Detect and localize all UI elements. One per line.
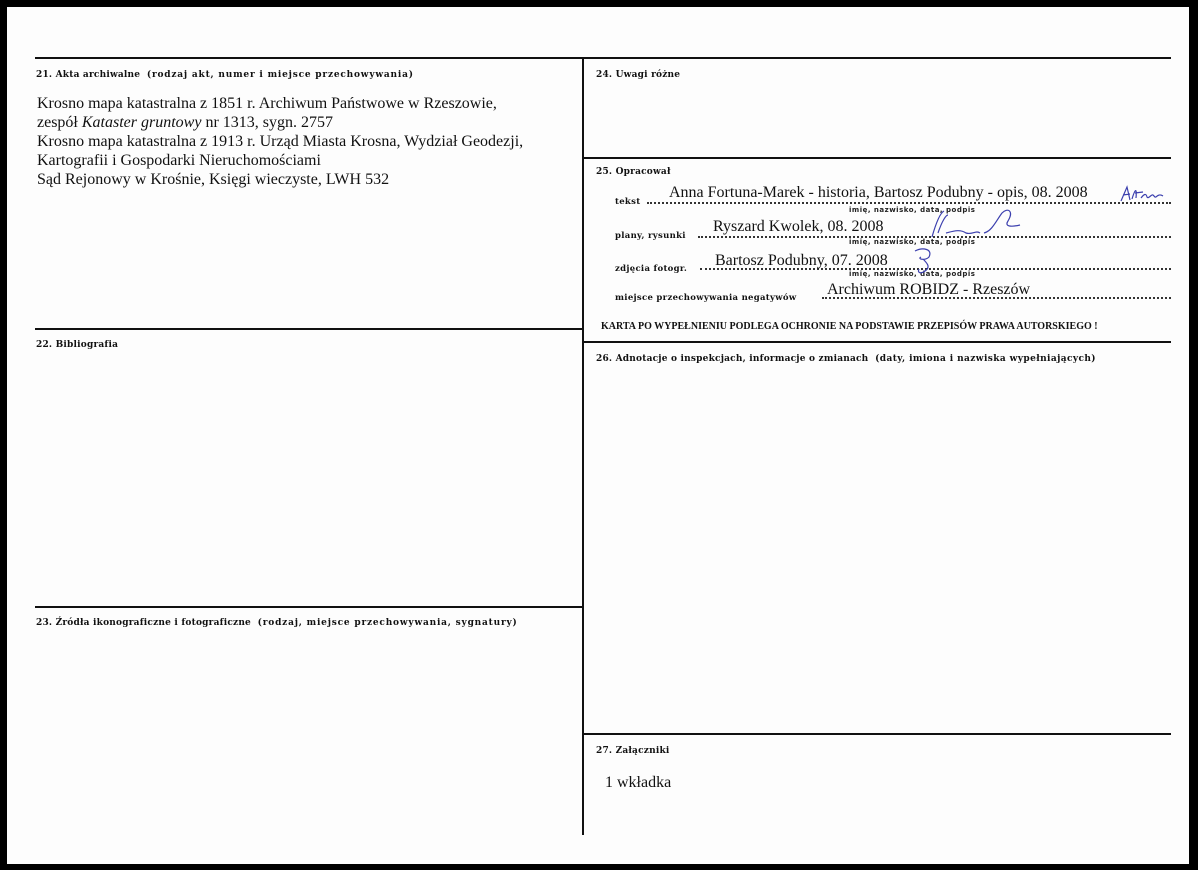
- signature-photos-author: [911, 247, 937, 277]
- archives-line-5: Sąd Rejonowy w Krośnie, Księgi wieczyste, LWH 532: [37, 171, 390, 188]
- archives-line-4: Kartografii i Gospodarki Nieruchomościami: [37, 152, 321, 169]
- archives-fond-name: Kataster gruntowy: [81, 114, 202, 131]
- section-21-sublabel: (rodzaj akt, numer i miejsce przechowywania): [146, 70, 414, 80]
- center-divider: [582, 57, 584, 835]
- top-rule: [35, 57, 1171, 59]
- text-author-dotline: [647, 202, 1171, 204]
- archives-line-1: Krosno mapa katastralna z 1851 r. Archiwum Państwowe w Rzeszowie,: [37, 95, 497, 112]
- divider-22-23: [35, 606, 583, 608]
- section-24-label: 24. Uwagi różne: [596, 70, 681, 80]
- signature-drawings-author: [924, 203, 1024, 241]
- section-27-label: 27. Załączniki: [596, 746, 670, 756]
- signature-text-author: [1119, 183, 1169, 205]
- copyright-notice: KARTA PO WYPEŁNIENIU PODLEGA OCHRONIE NA PODSTAWIE PRZEPISÓW PRAWA AUTORSKIEGO !: [601, 321, 1098, 332]
- photos-author-label: zdjęcia fotogr.: [615, 264, 688, 274]
- attachments-value: 1 wkładka: [605, 774, 672, 791]
- text-author-hint: imię, nazwisko, data, podpis: [849, 206, 976, 214]
- divider-26-27: [582, 733, 1171, 735]
- section-21-label: 21. Akta archiwalne (rodzaj akt, numer i miejsce przechowywania): [36, 70, 414, 80]
- text-author-value: Anna Fortuna-Marek - historia, Bartosz Podubny - opis, 08. 2008: [669, 184, 1088, 201]
- section-26-label: 26. Adnotacje o inspekcjach, informacje o zmianach (daty, imiona i nazwiska wypełniających): [596, 354, 1096, 364]
- archives-line-2: zespół Kataster gruntowy nr 1313, sygn. 2757: [37, 114, 333, 131]
- negatives-location-label: miejsce przechowywania negatywów: [615, 293, 797, 303]
- archives-line-3: Krosno mapa katastralna z 1913 r. Urząd Miasta Krosna, Wydział Geodezji,: [37, 133, 524, 150]
- drawings-author-value: Ryszard Kwolek, 08. 2008: [713, 218, 884, 235]
- photos-author-hint: imię, nazwisko, data, podpis: [849, 270, 976, 278]
- drawings-author-hint: imię, nazwisko, data, podpis: [849, 238, 976, 246]
- divider-24-25: [582, 157, 1171, 159]
- section-26-sublabel: (daty, imiona i nazwiska wypełniających): [875, 354, 1096, 364]
- section-22-label: 22. Bibliografia: [36, 340, 119, 350]
- section-23-sublabel: (rodzaj, miejsce przechowywania, sygnatury): [257, 618, 518, 628]
- photos-author-value: Bartosz Podubny, 07. 2008: [715, 252, 888, 269]
- text-author-label: tekst: [615, 197, 641, 207]
- record-card: [7, 7, 1189, 864]
- divider-21-22: [35, 328, 583, 330]
- negatives-location-value: Archiwum ROBIDZ - Rzeszów: [827, 281, 1031, 298]
- drawings-author-label: plany, rysunki: [615, 231, 686, 241]
- section-25-label: 25. Opracował: [596, 167, 671, 177]
- section-23-label: 23. Źródła ikonograficzne i fotograficzne (rodzaj, miejsce przechowywania, sygnatury): [36, 618, 518, 628]
- divider-25-26: [582, 341, 1171, 343]
